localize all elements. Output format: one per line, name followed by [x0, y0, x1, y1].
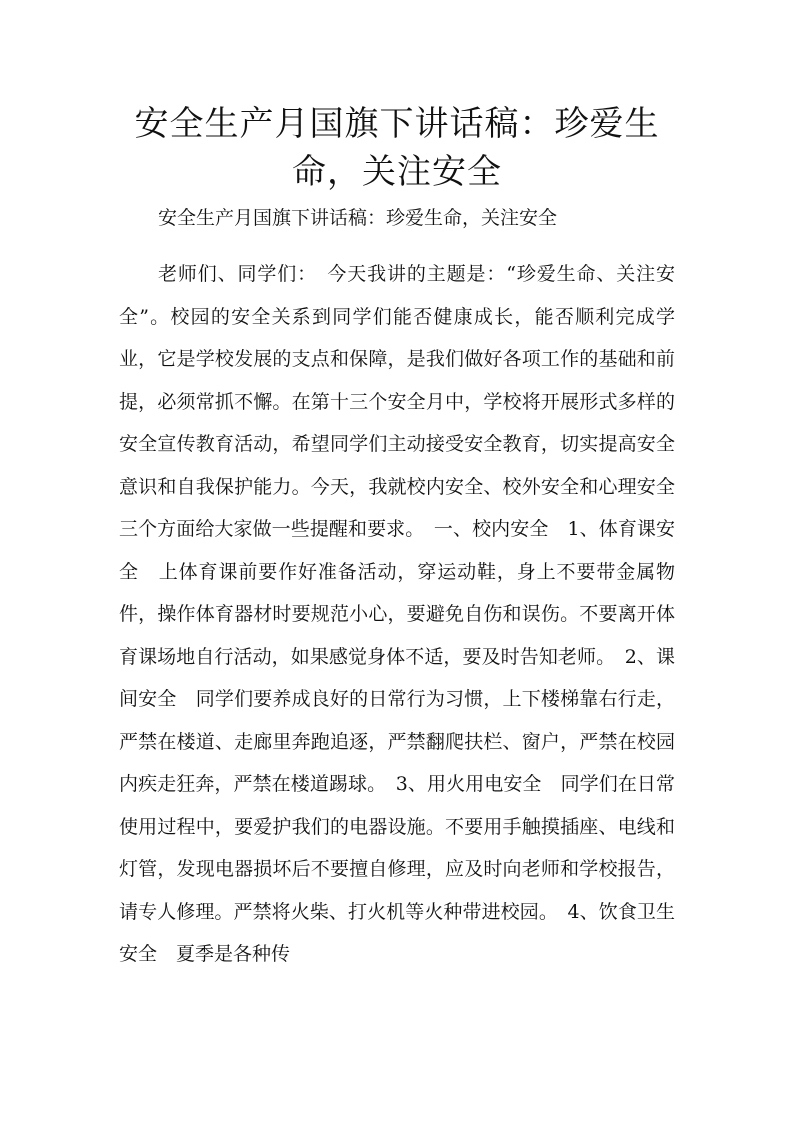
document-title: 安全生产月国旗下讲话稿：珍爱生命，关注安全 [134, 104, 660, 192]
document-subtitle: 安全生产月国旗下讲话稿：珍爱生命，关注安全 [158, 207, 558, 229]
document-body: 老师们、同学们： 今天我讲的主题是：“珍爱生命、关注安全”。校园的安全关系到同学们能否健康成长，能否顺利完成学业，它是学校发展的支点和保障，是我们做好各项工作的基础和前提，必须常抓不懈。在第十三个安全月中，学校将开展形式多样的安全宣传教育活动，希望同学们主动接受安全教育，切实提高安全意识和自我保护能力。今天，我就校内安全、校外安全和心理安全三个方面给大家做一些提醒和要求。 一、校内安全 1、体育课安全 上体育课前要作好准备活动，穿运动鞋，身上不要带金属物件，操作体育器材时要规范小心，要避免自伤和误伤。不要离开体育课场地自行活动，如果感觉身体不适，要及时告知老师。 2、课间安全 同学们要养成良好的日常行为习惯，上下楼梯靠右行走，严禁在楼道、走廊里奔跑追逐，严禁翻爬扶栏、窗户，严禁在校园内疾走狂奔，严禁在楼道踢球。 3、用火用电安全 同学们在日常使用过程中，要爱护我们的电器设施。不要用手触摸插座、电线和灯管，发现电器损坏后不要擅自修理，应及时向老师和学校报告，请专人修理。严禁将火柴、打火机等火种带进校园。 4、饮食卫生安全 夏季是各种传 [119, 263, 675, 965]
